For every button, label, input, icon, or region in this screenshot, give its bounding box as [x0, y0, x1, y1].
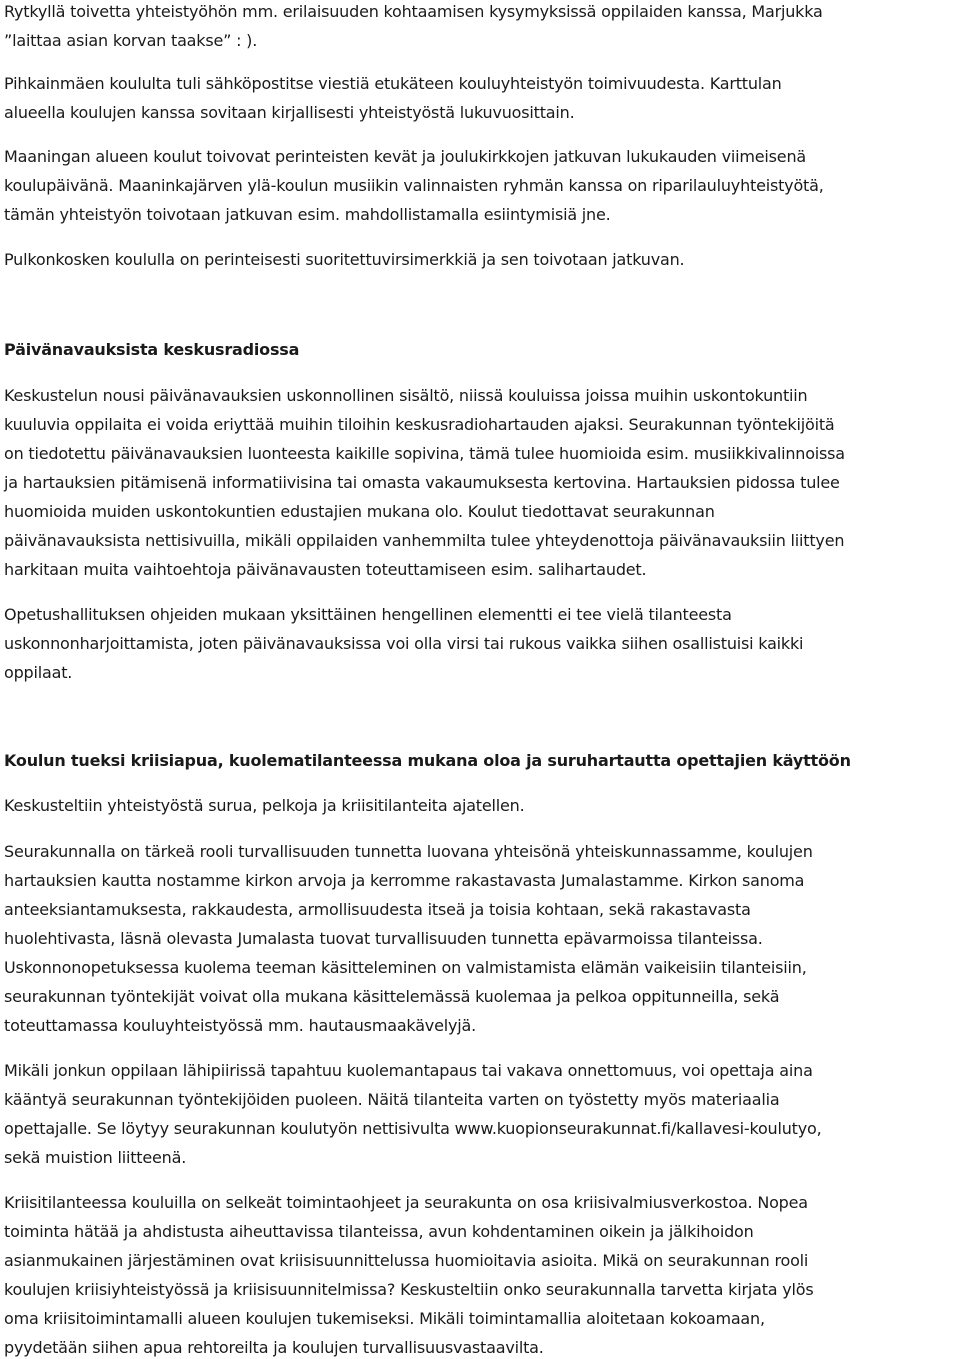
paragraph-line: uskonnonharjoittamista, joten päivänavauksissa voi olla virsi tai rukous vaikka siihen osallistuisi kaikki [4, 634, 804, 653]
paragraph-line: oma kriisitoimintamalli alueen koulujen tukemiseksi. Mikäli toimintamallia aloitetaan kokoamaan, [4, 1309, 765, 1328]
paragraph-line: alueella koulujen kanssa sovitaan kirjallisesti yhteistyöstä lukuvuosittain. [4, 103, 575, 122]
paragraph-line: toiminta hätää ja ahdistusta aiheuttavissa tilanteissa, avun kohdentaminen oikein ja jälkihoidon [4, 1222, 754, 1241]
paragraph-line: opettajalle. Se löytyy seurakunnan koulutyön nettisivulta www.kuopionseurakunnat.fi/kallavesi-koulutyo, [4, 1119, 822, 1138]
paragraph-line: huolehtivasta, läsnä olevasta Jumalasta tuovat turvallisuuden tunnetta epävarmoissa tilanteissa. [4, 929, 763, 948]
paragraph-line: sekä muistion liitteenä. [4, 1148, 187, 1167]
paragraph-line: on tiedotettu päivänavauksien luonteesta kaikille sopivina, tämä tulee huomioida esim. musiikkivalinnoissa [4, 444, 845, 463]
section-heading: Päivänavauksista keskusradiossa [4, 340, 300, 359]
paragraph-line: tämän yhteistyön toivotaan jatkuvan esim. mahdollistamalla esiintymisiä jne. [4, 205, 611, 224]
paragraph-line: Uskonnonopetuksessa kuolema teeman käsitteleminen on valmistamista elämän vaikeisiin tilanteisiin, [4, 958, 807, 977]
paragraph-line: Pulkonkosken koululla on perinteisesti suoritettuvirsimerkkiä ja sen toivotaan jatkuvan. [4, 250, 685, 269]
paragraph-line: Pihkainmäen koululta tuli sähköpostitse viestiä etukäteen kouluyhteistyön toimivuudesta. Karttulan [4, 74, 782, 93]
paragraph-line: anteeksiantamuksesta, rakkaudesta, armollisuudesta itseä ja toisia kohtaan, sekä rakastavasta [4, 900, 751, 919]
paragraph-line: ”laittaa asian korvan taakse” : ). [4, 31, 258, 50]
paragraph-line: oppilaat. [4, 663, 73, 682]
paragraph-line: Maaningan alueen koulut toivovat perinteisten kevät ja joulukirkkojen jatkuvan lukukauden viimeisenä [4, 147, 806, 166]
paragraph-line: päivänavauksista nettisivuilla, mikäli oppilaiden vanhemmilta tulee yhteydenottoja päivänavauksiin liittyen [4, 531, 845, 550]
paragraph-line: Mikäli jonkun oppilaan lähipiirissä tapahtuu kuolemantapaus tai vakava onnettomuus, voi opettaja aina [4, 1061, 813, 1080]
paragraph-line: Rytkyllä toivetta yhteistyöhön mm. erilaisuuden kohtaamisen kysymyksissä oppilaiden kanssa, Marjukka [4, 2, 823, 21]
paragraph-line: Keskusteltiin yhteistyöstä surua, pelkoja ja kriisitilanteita ajatellen. [4, 796, 525, 815]
paragraph-line: asianmukainen järjestäminen ovat kriisisuunnittelussa huomioitavia asioita. Mikä on seurakunnan rooli [4, 1251, 809, 1270]
paragraph-line: Keskustelun nousi päivänavauksien uskonnollinen sisältö, niissä kouluissa joissa muihin uskontokuntiin [4, 386, 808, 405]
paragraph-line: seurakunnan työntekijät voivat olla mukana käsittelemässä kuolemaa ja pelkoa oppitunneilla, sekä [4, 987, 780, 1006]
paragraph-line: harkitaan muita vaihtoehtoja päivänavausten toteuttamiseen esim. salihartaudet. [4, 560, 647, 579]
paragraph-line: hartauksien kautta nostamme kirkon arvoja ja kerromme rakastavasta Jumalastamme. Kirkon sanoma [4, 871, 805, 890]
paragraph-line: kääntyä seurakunnan työntekijöiden puoleen. Näitä tilanteita varten on työstetty myös materiaalia [4, 1090, 780, 1109]
paragraph-line: pyydetään siihen apua rehtoreilta ja koulujen turvallisuusvastaavilta. [4, 1338, 544, 1357]
paragraph-line: huomioida muiden uskontokuntien edustajien mukana olo. Koulut tiedottavat seurakunnan [4, 502, 715, 521]
paragraph-line: ja hartauksien pitämisenä informatiivisina tai omasta vakaumuksesta kertovina. Hartauksien pidossa tulee [4, 473, 840, 492]
paragraph-line: koulupäivänä. Maaninkajärven ylä-koulun musiikin valinnaisten ryhmän kanssa on riparilauluyhteistyötä, [4, 176, 824, 195]
section-heading: Koulun tueksi kriisiapua, kuolematilanteessa mukana oloa ja suruhartautta opettajien käyttöön [4, 751, 851, 770]
paragraph-line: koulujen kriisiyhteistyössä ja kriisisuunnitelmissa? Keskusteltiin onko seurakunnalla tarvetta kirjata ylös [4, 1280, 814, 1299]
paragraph-line: kuuluvia oppilaita ei voida eriyttää muihin tiloihin keskusradiohartauden ajaksi. Seurakunnan työntekijöitä [4, 415, 835, 434]
paragraph-line: Opetushallituksen ohjeiden mukaan yksittäinen hengellinen elementti ei tee vielä tilanteesta [4, 605, 732, 624]
paragraph-line: Seurakunnalla on tärkeä rooli turvallisuuden tunnetta luovana yhteisönä yhteiskunnassamme, koulujen [4, 842, 813, 861]
paragraph-line: toteuttamassa kouluyhteistyössä mm. hautausmaakävelyjä. [4, 1016, 476, 1035]
paragraph-line: Kriisitilanteessa kouluilla on selkeät toimintaohjeet ja seurakunta on osa kriisivalmiusverkostoa. Nopea [4, 1193, 808, 1212]
